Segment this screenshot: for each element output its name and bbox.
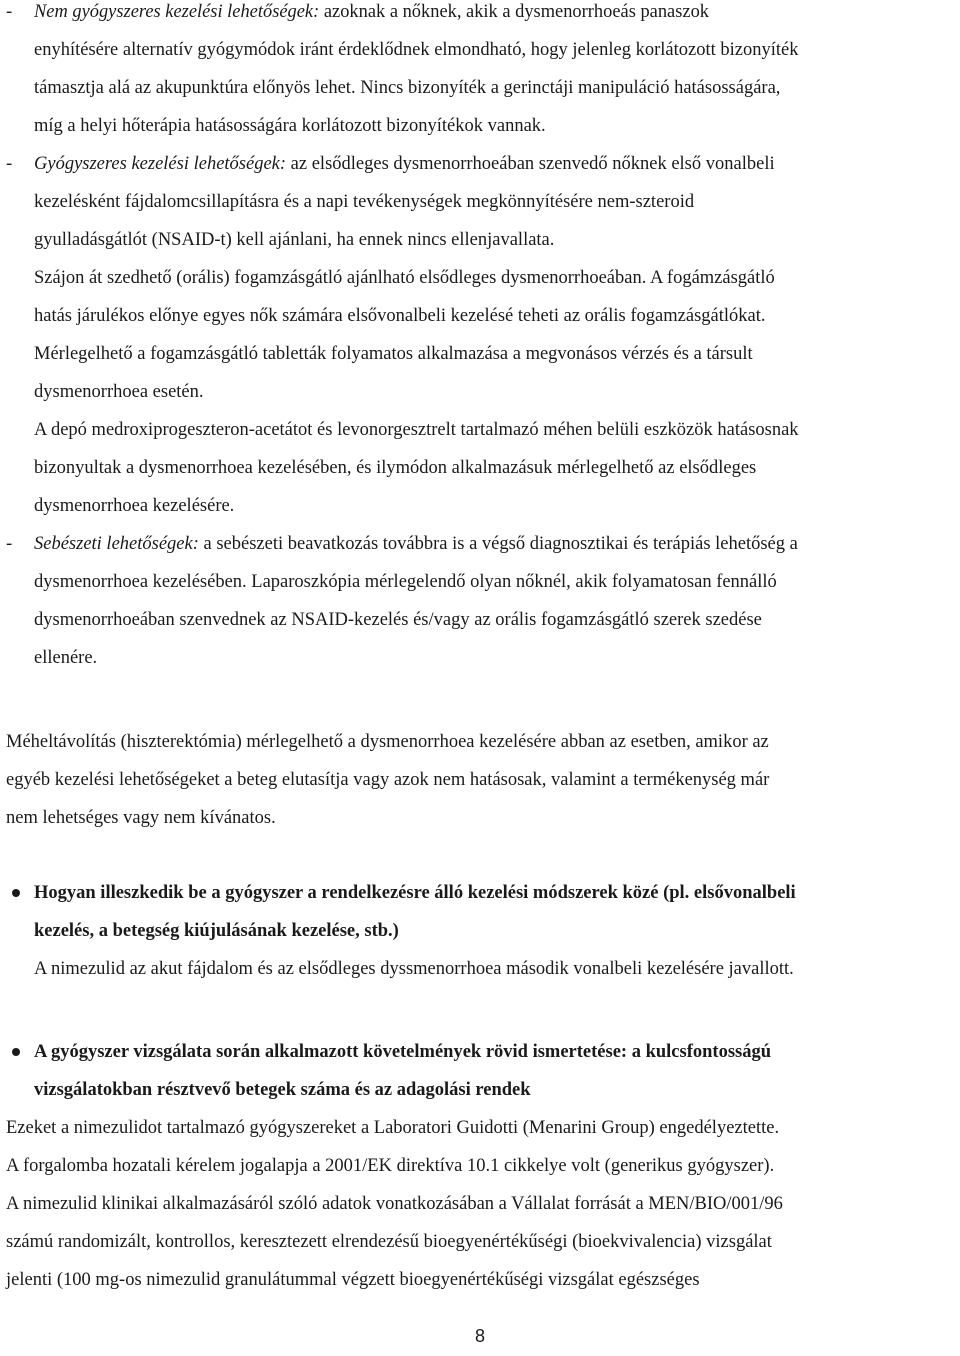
paragraph-line: A nimezulid klinikai alkalmazásáról szóló adatok vonatkozásában a Vállalat forrását a MEN/BIO/001/96 xyxy=(6,1194,783,1214)
section-text: a sebészeti beavatkozás továbbra is a végső diagnosztikai és terápiás lehetőség a xyxy=(198,534,798,554)
bullet-heading-line: vizsgálatokban résztvevő betegek száma és az adagolási rendek xyxy=(34,1080,531,1100)
paragraph-line: nem lehetséges vagy nem kívánatos. xyxy=(6,808,276,828)
paragraph-line: dysmenorrhoea kezelésében. Laparoszkópia mérlegelendő olyan nőknél, akik folyamatosan fennálló xyxy=(34,572,777,592)
paragraph-line: kezelésként fájdalomcsillapításra és a napi tevékenységek megkönnyítésére nem-szteroid xyxy=(34,192,695,212)
bullet-icon xyxy=(12,889,20,897)
paragraph-line: hatás járulékos előnye egyes nők számára elsővonalbeli kezelésé teheti az orális fogamzásgátlókat. xyxy=(34,306,766,326)
paragraph-line: gyulladásgátlót (NSAID-t) kell ajánlani, ha ennek nincs ellenjavallata. xyxy=(34,230,555,250)
list-dash: - xyxy=(6,2,13,22)
paragraph-line: támasztja alá az akupunktúra előnyös lehet. Nincs bizonyíték a gerinctáji manipuláció hatásosságára, xyxy=(34,78,781,98)
paragraph-line: ellenére. xyxy=(34,648,98,668)
paragraph-line: Szájon át szedhető (orális) fogamzásgátló ajánlható elsődleges dysmenorrhoeában. A fogámzásgátló xyxy=(34,268,775,288)
paragraph-line: A depó medroxiprogeszteron-acetátot és levonorgesztrelt tartalmazó méhen belüli eszközök hatásosnak xyxy=(34,420,799,440)
section-label: Nem gyógyszeres kezelési lehetőségek: xyxy=(34,2,320,22)
paragraph-line: egyéb kezelési lehetőségeket a beteg elutasítja vagy azok nem hatásosak, valamint a termékenység már xyxy=(6,770,770,790)
section-label: Sebészeti lehetőségek: xyxy=(34,534,199,554)
section-label: Gyógyszeres kezelési lehetőségek: xyxy=(34,154,287,174)
paragraph-line: A forgalomba hozatali kérelem jogalapja a 2001/EK direktíva 10.1 cikkelye volt (generikus gyógyszer). xyxy=(6,1156,775,1176)
paragraph-line: dysmenorrhoea esetén. xyxy=(34,382,204,402)
paragraph-line: dysmenorrhoea kezelésére. xyxy=(34,496,235,516)
list-item-line xyxy=(34,533,798,555)
paragraph-line: enyhítésére alternatív gyógymódok iránt érdeklődnek elmondható, hogy jelenleg korlátozott bizonyíték xyxy=(34,40,799,60)
paragraph-line: Méheltávolítás (hiszterektómia) mérlegelhető a dysmenorrhoea kezelésére abban az esetben, amikor az xyxy=(6,732,769,752)
bullet-heading-line: A gyógyszer vizsgálata során alkalmazott követelmények rövid ismertetése: a kulcsfontosságú xyxy=(34,1042,772,1062)
bullet-text: A nimezulid az akut fájdalom és az elsődleges dyssmenorrhoea második vonalbeli kezelésére javallott. xyxy=(34,959,794,979)
list-dash: - xyxy=(6,154,13,174)
paragraph-line: míg a helyi hőterápia hatásosságára korlátozott bizonyítékok vannak. xyxy=(34,116,546,136)
bullet-heading-line: kezelés, a betegség kiújulásának kezelése, stb.) xyxy=(34,921,399,941)
paragraph-line: bizonyultak a dysmenorrhoea kezelésében, és ilymódon alkalmazásuk mérlegelhető az elsődleges xyxy=(34,458,757,478)
list-dash: - xyxy=(6,534,13,554)
paragraph-line: jelenti (100 mg-os nimezulid granulátummal végzett bioegyenértékűségi vizsgálat egészséges xyxy=(6,1270,700,1290)
section-text: az elsődleges dysmenorrhoeában szenvedő nőknek első vonalbeli xyxy=(286,154,775,174)
paragraph-line: Mérlegelhető a fogamzásgátló tabletták folyamatos alkalmazása a megvonásos vérzés és a társult xyxy=(34,344,753,364)
paragraph-line: Ezeket a nimezulidot tartalmazó gyógyszereket a Laboratori Guidotti (Menarini Group) engedélyeztette. xyxy=(6,1118,780,1138)
list-item-line xyxy=(34,153,775,175)
page-number: 8 xyxy=(474,1326,485,1346)
paragraph-line: dysmenorrhoeában szenvednek az NSAID-kezelés és/vagy az orális fogamzásgátló szerek szedése xyxy=(34,610,762,630)
paragraph-line: számú randomizált, kontrollos, keresztezett elrendezésű bioegyenértékűségi (bioekvivalencia) vizsgálat xyxy=(6,1232,772,1252)
list-item-line xyxy=(34,1,954,23)
bullet-heading-line: Hogyan illeszkedik be a gyógyszer a rendelkezésre álló kezelési módszerek közé (pl. elsővonalbeli xyxy=(34,883,796,903)
bullet-icon xyxy=(12,1048,20,1056)
section-text: azoknak a nőknek, akik a dysmenorrhoeás panaszok xyxy=(319,2,710,22)
